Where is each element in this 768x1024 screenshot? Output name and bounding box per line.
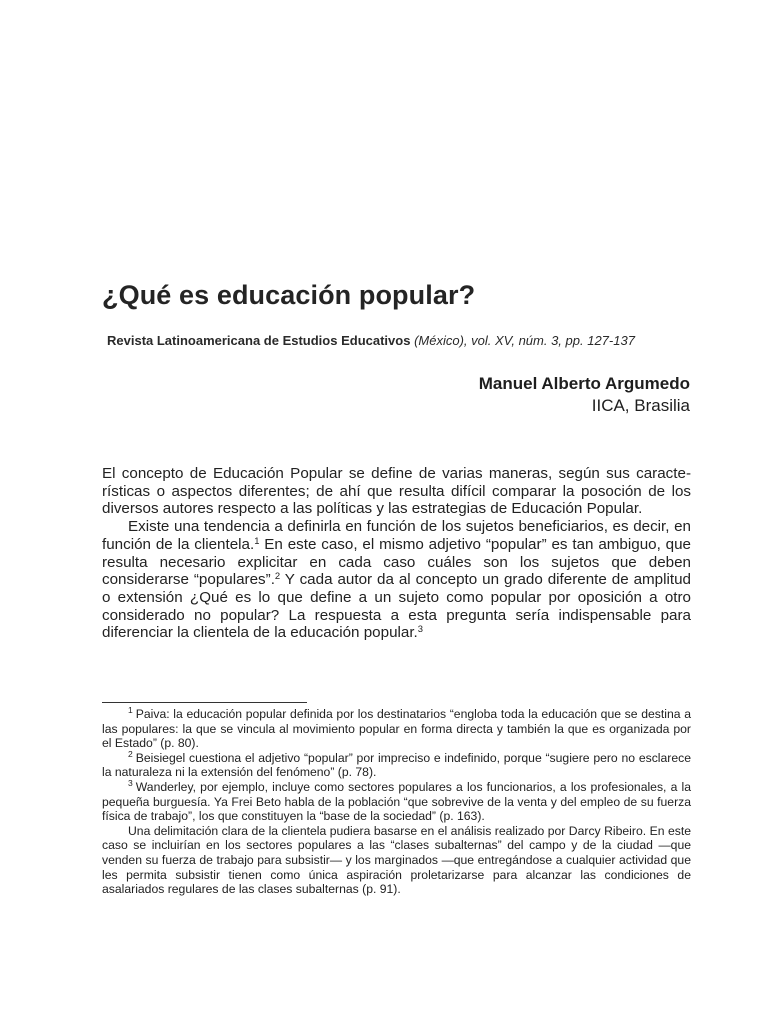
footnote-divider (102, 702, 307, 703)
footnote-ref: 1 (254, 534, 260, 546)
author-name: Manuel Alberto Argumedo (478, 374, 690, 393)
footnote-number: 2 (128, 749, 133, 760)
source-citation (107, 333, 697, 348)
article-body (102, 465, 691, 642)
footnote-text: Paiva: la educación popular definida por los destinatarios “engloba toda la educación que se destina a las populares: la que se vincula al movimiento popular en forma directa y también la que es organizada por el Estado” (p. 80). (102, 707, 691, 751)
footnote (102, 780, 691, 824)
author-affiliation: IICA, Brasilia (591, 396, 690, 415)
footnote-number: 3 (128, 778, 133, 789)
footnote (102, 824, 691, 897)
footnote-number: 1 (128, 705, 133, 716)
body-text: Y cada autor da al concepto un grado diferente de amplitud o extensión ¿Qué es lo que define a un sujeto como popular por oposición a otro considerado no popular? La respuesta a esta pregunta sería indispensable para diferenciar la clientela de la educación popular. (102, 571, 691, 642)
body-paragraph: El concepto de Educación Popular se define de varias maneras, según sus características o aspectos diferentes; de ahí que resulta difícil comparar la posoción de los diversos autores respecto a las políticas y las estrategias de Educación Popular. (102, 465, 691, 518)
footnote-text: Una delimitación clara de la clientela pudiera basarse en el análisis realizado por Darcy Ribeiro. En este caso se incluirían en los sectores populares a las “clases subalternas” del campo y de la ciudad —que venden su fuerza de trabajo para subsistir— y los marginados —que entregándose a cualquier actividad que les permita subsistir tienen como única aspiración proletarizarse para alcanzar las condiciones de asalariados regulares de las clases subalternas (p. 91). (102, 823, 691, 897)
body-text: Existe una tendencia a definirla en función de los sujetos beneficiarios, es decir, en función de la clientela. (102, 518, 691, 553)
footnote-ref: 3 (417, 623, 424, 635)
body-text: En este caso, el mismo adjetivo “popular” es tan ambiguo, que resulta necesario explicitar en cada caso cuáles son los sujetos que deben considerarse “populares”. (102, 535, 691, 589)
footnote (102, 751, 691, 780)
article-title: ¿Qué es educación popular? (102, 280, 476, 310)
body-paragraph (102, 518, 691, 642)
journal-name: Revista Latinoamericana de Estudios Educativos (107, 333, 411, 348)
footnote-ref: 2 (274, 570, 281, 582)
footnotes (102, 707, 691, 897)
footnote (102, 707, 691, 751)
citation-details: (México), vol. XV, núm. 3, pp. 127-137 (414, 333, 635, 348)
footnote-text: Beisiegel cuestiona el adjetivo “popular” por impreciso e indefinido, porque “sugiere pero no esclarece la naturaleza ni la extensión del fenómeno” (p. 78). (102, 750, 691, 780)
footnote-text: Wanderley, por ejemplo, incluye como sectores populares a los funcionarios, a los profesionales, a la pequeña burguesía. Ya Frei Beto habla de la población “que sobrevive de la venta y del empleo de su fuerza física de trabajo”, los que constituyen la “base de la sociedad” (p. 163). (102, 779, 691, 824)
